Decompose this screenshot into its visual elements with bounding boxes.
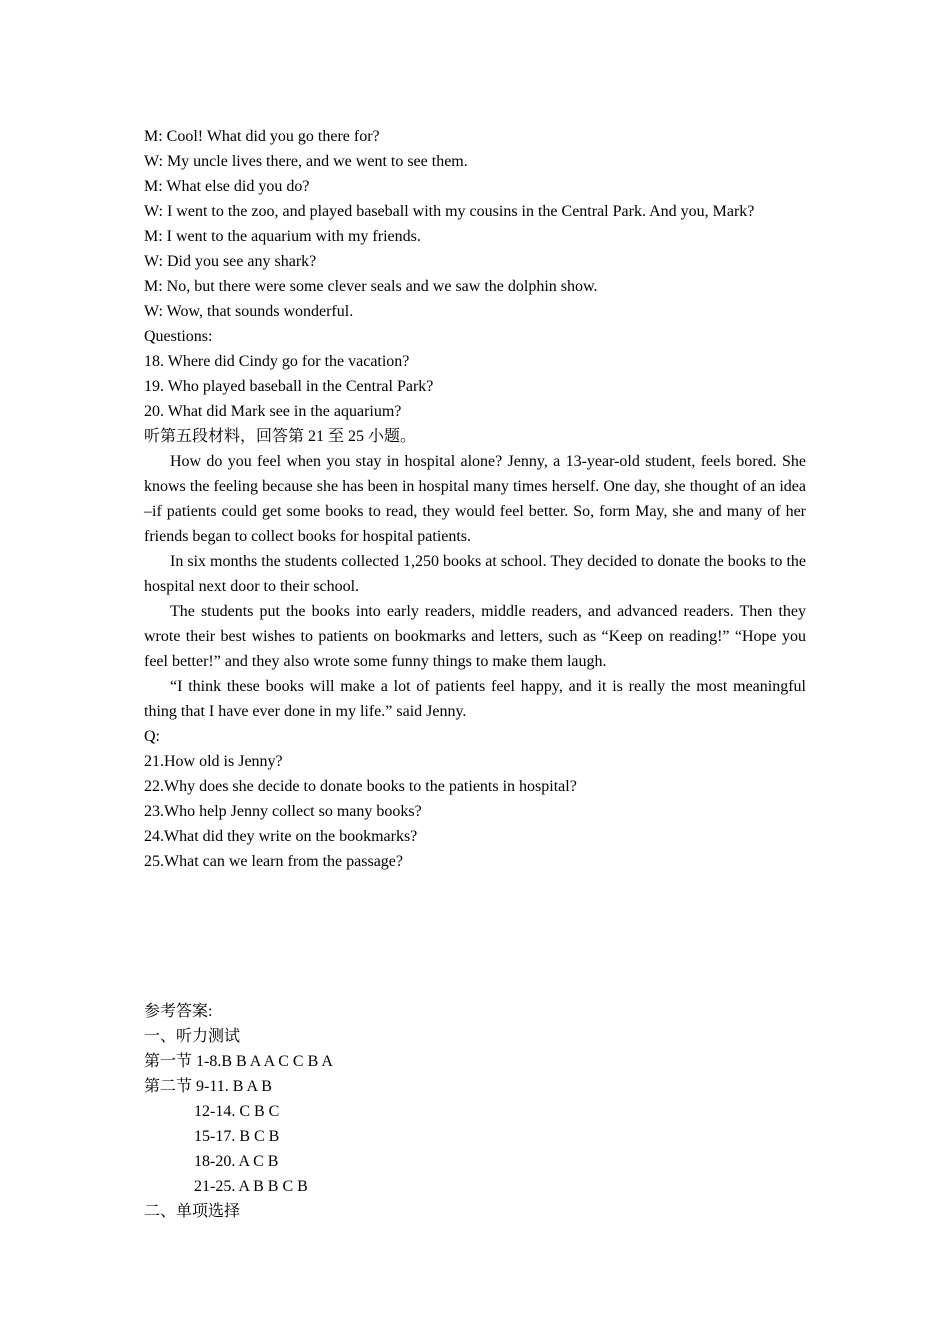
answers-part1-title: 一、听力测试 <box>144 1028 241 1045</box>
question-item: 24.What did they write on the bookmarks? <box>144 828 418 845</box>
answers-section2-line: 12-14. C B C <box>194 1103 280 1120</box>
dialogue-line: M: I went to the aquarium with my friends. <box>144 228 421 245</box>
question-item: 21.How old is Jenny? <box>144 753 283 770</box>
document-content <box>144 124 806 1224</box>
q-heading: Q: <box>144 728 160 745</box>
dialogue-line: W: I went to the zoo, and played baseball with my cousins in the Central Park. And you, Mark? <box>144 203 755 220</box>
passage-paragraph: How do you feel when you stay in hospital alone? Jenny, a 13-year-old student, feels bored. She knows the feeling because she has been in hospital many times herself. One day, she thought of an idea –if patients could get some books to read, they would feel better. So, form May, she and many of her friends began to collect books for hospital patients. <box>144 453 806 545</box>
answers-part2-title: 二、单项选择 <box>144 1203 241 1220</box>
dialogue-line: W: Did you see any shark? <box>144 253 317 270</box>
section-instruction: 听第五段材料，回答第 21 至 25 小题。 <box>144 428 417 445</box>
question-item: 23.Who help Jenny collect so many books? <box>144 803 422 820</box>
answers-section1: 第一节 1-8.B B A A C C B A <box>144 1053 333 1070</box>
question-item: 19. Who played baseball in the Central Park? <box>144 378 434 395</box>
dialogue-line: W: Wow, that sounds wonderful. <box>144 303 354 320</box>
passage-paragraph: In six months the students collected 1,250 books at school. They decided to donate the books to the hospital next door to their school. <box>144 553 806 595</box>
question-item: 18. Where did Cindy go for the vacation? <box>144 353 410 370</box>
question-item: 25.What can we learn from the passage? <box>144 853 403 870</box>
dialogue-line: M: No, but there were some clever seals and we saw the dolphin show. <box>144 278 598 295</box>
answers-section2-line: 21-25. A B B C B <box>194 1178 308 1195</box>
blank-space <box>144 874 806 999</box>
answers-section2-line: 15-17. B C B <box>194 1128 280 1145</box>
answers-section2: 第二节 9-11. B A B <box>144 1078 272 1095</box>
passage-paragraph: “I think these books will make a lot of patients feel happy, and it is really the most meaningful thing that I have ever done in my life.” said Jenny. <box>144 678 806 720</box>
dialogue-line: W: My uncle lives there, and we went to see them. <box>144 153 468 170</box>
questions-heading: Questions: <box>144 328 213 345</box>
answers-heading: 参考答案: <box>144 1003 213 1020</box>
question-item: 20. What did Mark see in the aquarium? <box>144 403 402 420</box>
dialogue-line: M: What else did you do? <box>144 178 310 195</box>
question-item: 22.Why does she decide to donate books to the patients in hospital? <box>144 778 577 795</box>
dialogue-line: M: Cool! What did you go there for? <box>144 128 380 145</box>
passage-paragraph: The students put the books into early readers, middle readers, and advanced readers. Then they wrote their best wishes to patients on bookmarks and letters, such as “Keep on reading!” “Hope you feel better!” and they also wrote some funny things to make them laugh. <box>144 603 806 670</box>
answers-section2-line: 18-20. A C B <box>194 1153 279 1170</box>
